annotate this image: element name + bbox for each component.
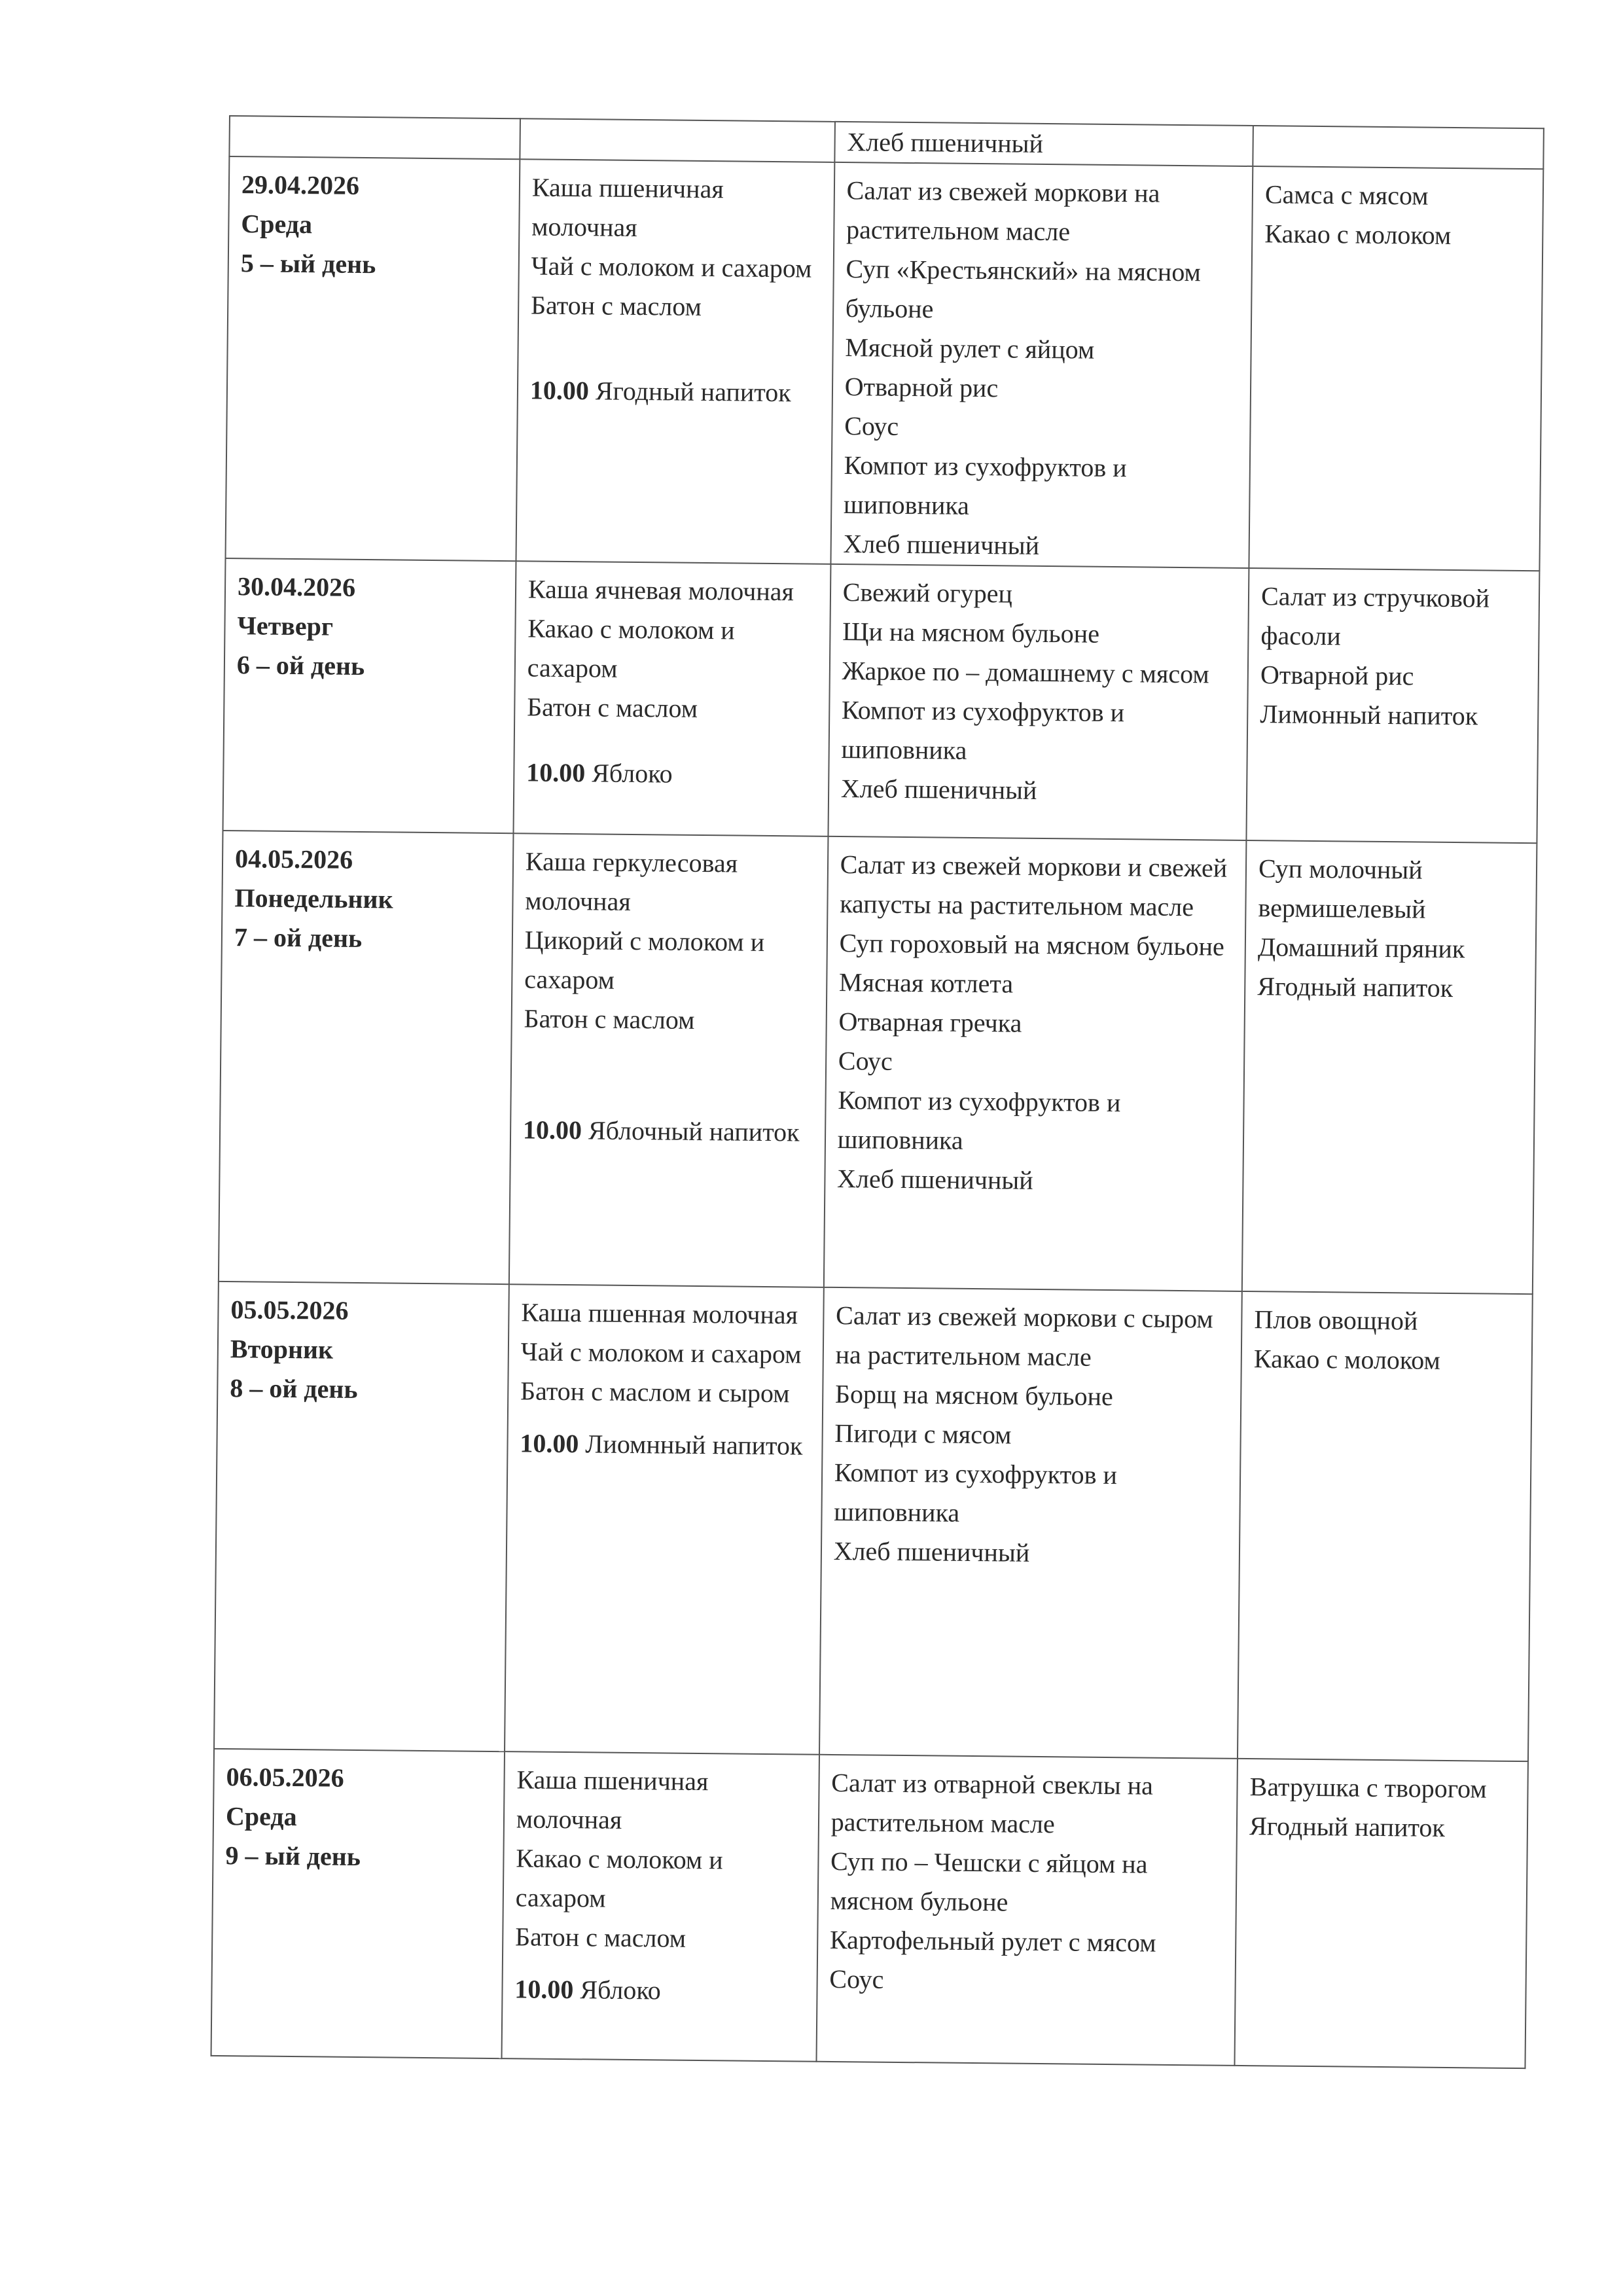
afternoon-item: Какао с молоком bbox=[1264, 219, 1452, 250]
breakfast-item: Чай с молоком и сахаром bbox=[531, 251, 812, 283]
breakfast-item: Каша пшеничная молочная bbox=[516, 1765, 709, 1835]
day-weekday: Понедельник bbox=[234, 883, 393, 914]
afternoon-cell bbox=[1235, 1759, 1528, 2068]
day-date: 04.05.2026 bbox=[234, 844, 353, 874]
day-date: 29.04.2026 bbox=[241, 170, 360, 200]
lunch-item: Салат из свежей моркови с сыром на растительном масле bbox=[835, 1300, 1213, 1372]
lunch-item: Свежий огурец bbox=[842, 577, 1013, 609]
menu-row-day-5 bbox=[226, 156, 1544, 571]
day-number: 7 – ой день bbox=[234, 922, 363, 954]
lunch-item: Компот из сухофруктов и шиповника bbox=[841, 695, 1125, 765]
afternoon-item: Отварной рис bbox=[1260, 660, 1414, 691]
lunch-item: Щи на мясном бульоне bbox=[842, 617, 1100, 649]
breakfast-cell bbox=[520, 118, 834, 162]
afternoon-item: Ватрушка с творогом bbox=[1249, 1772, 1487, 1804]
lunch-item: Хлеб пшеничный bbox=[833, 1535, 1030, 1568]
day-cell bbox=[223, 558, 516, 833]
afternoon-item: Плов овощной bbox=[1254, 1304, 1418, 1336]
day-number: 8 – ой день bbox=[230, 1373, 358, 1404]
lunch-cell bbox=[819, 1287, 1242, 1759]
breakfast-item: Каша ячневая молочная bbox=[527, 574, 794, 607]
afternoon-cell bbox=[1249, 166, 1544, 571]
day-weekday: Среда bbox=[225, 1801, 297, 1832]
lunch-item: Соус bbox=[829, 1964, 884, 1994]
breakfast-cell bbox=[509, 833, 828, 1287]
day-date: 05.05.2026 bbox=[230, 1295, 349, 1325]
menu-table bbox=[211, 115, 1544, 2069]
lunch-item: Салат из свежей моркови на растительном масле bbox=[846, 175, 1160, 247]
lunch-item: Отварной рис bbox=[844, 372, 999, 403]
breakfast-cell bbox=[516, 159, 834, 564]
day-cell bbox=[211, 1749, 505, 2058]
lunch-cell bbox=[830, 162, 1253, 568]
afternoon-item: Салат из стручковой фасоли bbox=[1260, 581, 1490, 651]
lunch-cell bbox=[816, 1755, 1238, 2066]
lunch-item: Борщ на мясном бульоне bbox=[834, 1378, 1114, 1412]
breakfast-cell bbox=[501, 1751, 819, 2062]
lunch-item: Мясная котлета bbox=[838, 967, 1014, 999]
breakfast-cell bbox=[513, 561, 830, 836]
lunch-item: Соус bbox=[838, 1046, 893, 1076]
breakfast-item: Батон с маслом bbox=[526, 692, 698, 723]
lunch-cell bbox=[828, 564, 1249, 840]
snack-time: 10.00 bbox=[514, 1974, 574, 2005]
afternoon-item: Какао с молоком bbox=[1253, 1344, 1441, 1375]
lunch-item: Соус bbox=[844, 411, 899, 441]
lunch-item: Салат из свежей моркови и свежей капусты на растительном масле bbox=[839, 850, 1228, 922]
lunch-item: Пигоди с мясом bbox=[834, 1418, 1012, 1450]
day-number: 5 – ый день bbox=[240, 248, 376, 279]
afternoon-item: Домашний пряник bbox=[1257, 932, 1465, 964]
breakfast-item: Батон с маслом и сыром bbox=[520, 1376, 790, 1408]
lunch-item: Хлеб пшеничный bbox=[843, 529, 1040, 560]
lunch-cell bbox=[824, 836, 1247, 1291]
lunch-item: Картофельный рулет с мясом bbox=[829, 1924, 1156, 1958]
second-breakfast bbox=[520, 1424, 810, 1465]
breakfast-item: Каша пшенная молочная bbox=[521, 1297, 798, 1330]
day-number: 9 – ый день bbox=[225, 1840, 361, 1872]
lunch-item: Жаркое по – домашнему с мясом bbox=[842, 656, 1209, 689]
day-cell bbox=[229, 116, 520, 159]
afternoon-cell bbox=[1253, 126, 1543, 169]
day-cell bbox=[226, 156, 520, 561]
snack-item: Яблочный напиток bbox=[588, 1115, 800, 1147]
day-weekday: Вторник bbox=[230, 1334, 334, 1365]
snack-item: Яблоко bbox=[580, 1975, 662, 2005]
lunch-item: Суп по – Чешски с яйцом на мясном бульоне bbox=[830, 1846, 1148, 1917]
snack-time: 10.00 bbox=[522, 1115, 582, 1145]
afternoon-item: Суп молочный вермишелевый bbox=[1258, 853, 1426, 924]
breakfast-item: Батон с маслом bbox=[530, 290, 702, 321]
second-breakfast bbox=[526, 753, 816, 795]
lunch-item: Хлеб пшеничный bbox=[840, 774, 1037, 805]
snack-time: 10.00 bbox=[526, 757, 586, 788]
lunch-item: Компот из сухофруктов и шиповника bbox=[837, 1085, 1121, 1155]
breakfast-item: Цикорий с молоком и сахаром bbox=[524, 925, 765, 995]
lunch-cell bbox=[834, 122, 1253, 166]
day-date: 30.04.2026 bbox=[237, 571, 356, 602]
breakfast-item: Батон с маслом bbox=[524, 1003, 695, 1035]
breakfast-item: Какао с молоком и сахаром bbox=[515, 1843, 723, 1913]
second-breakfast bbox=[514, 1969, 804, 2011]
day-date: 06.05.2026 bbox=[226, 1762, 344, 1793]
snack-item: Яблоко bbox=[592, 758, 673, 789]
breakfast-cell bbox=[505, 1284, 824, 1755]
snack-time: 10.00 bbox=[520, 1428, 579, 1459]
afternoon-item: Ягодный напиток bbox=[1249, 1811, 1446, 1842]
menu-row-day-7 bbox=[219, 831, 1537, 1294]
breakfast-item: Чай с молоком и сахаром bbox=[520, 1336, 802, 1369]
menu-row-day-8 bbox=[214, 1282, 1533, 1761]
lunch-item: Отварная гречка bbox=[838, 1007, 1022, 1038]
day-cell bbox=[219, 831, 513, 1284]
day-number: 6 – ой день bbox=[236, 650, 365, 681]
afternoon-cell bbox=[1247, 568, 1540, 843]
lunch-item: Компот из сухофруктов и шиповника bbox=[834, 1457, 1118, 1528]
lunch-item: Хлеб пшеничный bbox=[847, 127, 1044, 158]
lunch-item: Суп гороховый на мясном бульоне bbox=[839, 928, 1224, 961]
afternoon-cell bbox=[1238, 1291, 1533, 1761]
afternoon-item: Лимонный напиток bbox=[1260, 699, 1478, 731]
menu-row-day-9 bbox=[211, 1749, 1528, 2068]
snack-time: 10.00 bbox=[529, 375, 590, 406]
snack-item: Лиомнный напиток bbox=[585, 1429, 803, 1461]
second-breakfast bbox=[530, 370, 820, 412]
lunch-item: Компот из сухофруктов и шиповника bbox=[843, 450, 1127, 520]
lunch-item: Хлеб пшеничный bbox=[836, 1163, 1033, 1195]
breakfast-item: Каша пшеничная молочная bbox=[531, 172, 724, 242]
snack-item: Ягодный напиток bbox=[595, 376, 791, 408]
lunch-item: Салат из отварной свеклы на растительном масле bbox=[830, 1767, 1154, 1839]
lunch-item: Суп «Крестьянский» на мясном бульоне bbox=[845, 254, 1202, 324]
day-cell bbox=[214, 1282, 509, 1751]
menu-row-day-6 bbox=[223, 558, 1540, 843]
second-breakfast bbox=[523, 1110, 813, 1152]
lunch-item: Мясной рулет с яйцом bbox=[845, 332, 1095, 365]
afternoon-cell bbox=[1242, 840, 1537, 1294]
breakfast-item: Какао с молоком и сахаром bbox=[527, 613, 735, 683]
breakfast-item: Каша геркулесовая молочная bbox=[525, 846, 738, 916]
afternoon-item: Ягодный напиток bbox=[1257, 971, 1454, 1003]
breakfast-item: Батон с маслом bbox=[514, 1922, 687, 1953]
afternoon-item: Самса с мясом bbox=[1264, 179, 1429, 211]
day-weekday: Четверг bbox=[237, 611, 334, 641]
day-weekday: Среда bbox=[241, 209, 313, 240]
